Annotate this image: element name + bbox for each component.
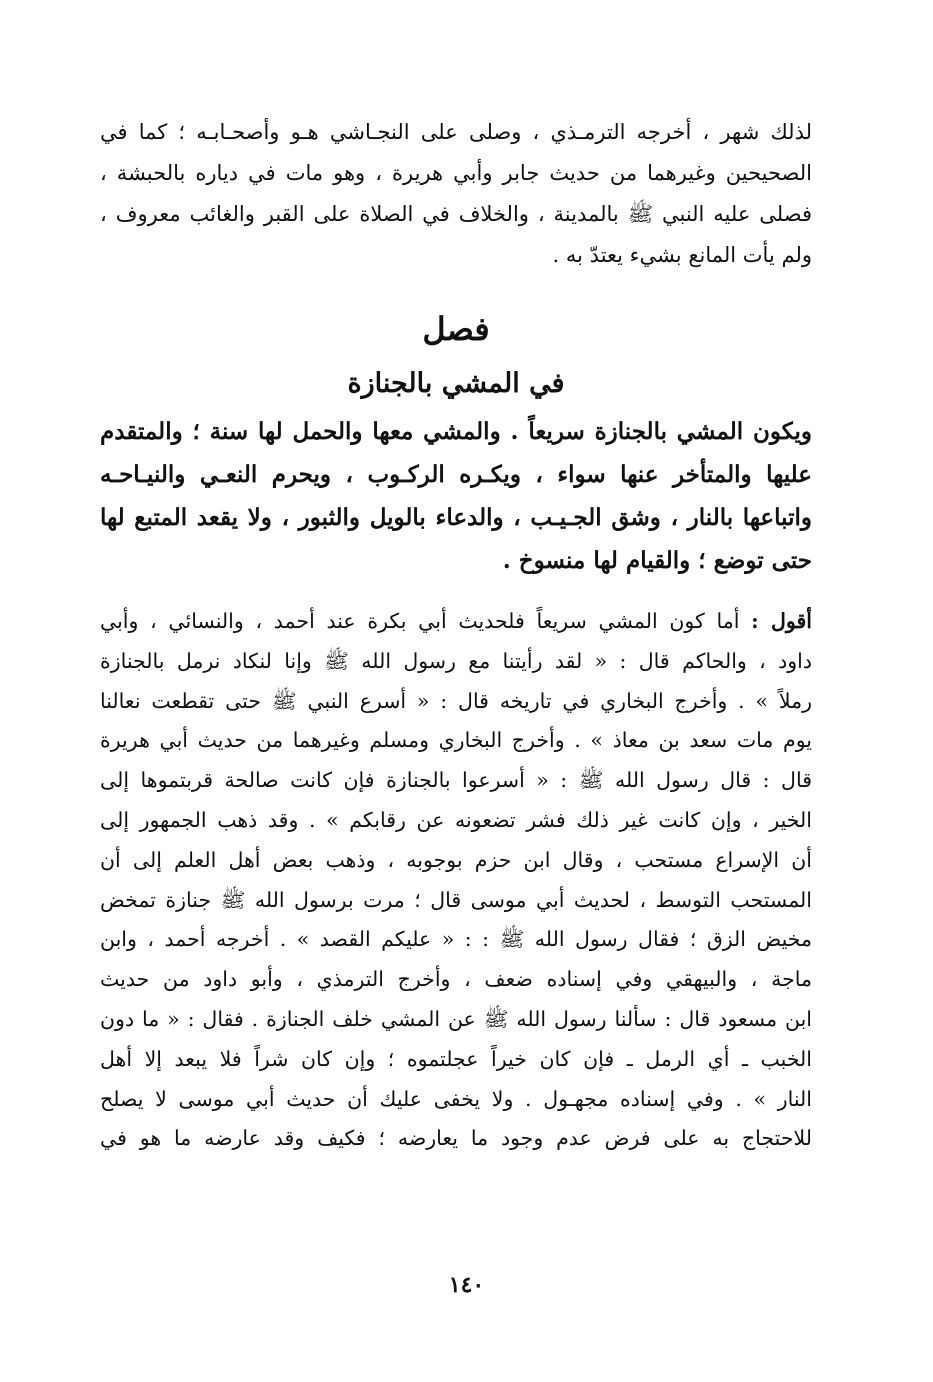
commentary-line: الخير ، وإن كانت غير ذلك فشر تضعونه عن رقابكم » . وقد ذهب الجمهور إلى <box>100 807 812 832</box>
commentary-line: داود ، والحاكم قال : « لقد رأيتنا مع رسول الله ﷺ وإنا لنكاد نرمل بالجنازة <box>100 648 812 673</box>
commentary-line: مخيض الزق ؛ فقال رسول الله ﷺ : : « عليكم القصد » . أخرجه أحمد ، وابن <box>100 927 812 952</box>
page-body <box>100 112 812 1159</box>
intro-line: فصلى عليه النبي ﷺ بالمدينة ، والخلاف في الصلاة على القبر والغائب معروف ، <box>100 202 812 226</box>
intro-line: الصحيحين وغيرهما من حديث جابر وأبي هريرة ، وهو مات في دياره بالحبشة ، <box>100 161 812 185</box>
commentary-line: ابن مسعود قال : سألنا رسول الله ﷺ عن المشي خلف الجنازة . فقال : « ما دون <box>100 1006 812 1031</box>
matn-line: واتباعها بالنار ، وشق الجـيـب ، والدعاء بالويل والثبور ، ولا يقعد المتبع لها <box>100 504 812 531</box>
commentary-line: قال : قال رسول الله ﷺ : « أسرعوا بالجنازة فإن كانت صالحة قربتموها إلى <box>100 768 812 793</box>
commentary-line: رملاً » . وأخرج البخاري في تاريخه قال : « أسرع النبي ﷺ حتى تقطعت نعالنا <box>100 688 812 713</box>
page-number: ١٤٠ <box>448 1272 485 1298</box>
commentary-line: ماجة ، والبيهقي وفي إسناده ضعف ، وأخرج الترمذي ، وأبو داود من حديث <box>100 967 812 992</box>
commentary-paragraph <box>100 602 812 1159</box>
commentary-first-line <box>100 602 812 642</box>
matn-line: حتى توضع ؛ والقيام لها منسوخ . <box>502 547 812 574</box>
matn-line: عليها والمتأخر عنها سواء ، ويكـره الركـوب ، ويحرم النعـي والنيـاحـه <box>100 461 812 488</box>
section-title: فصل <box>422 310 490 348</box>
commentary-first-line-text: أما كون المشي سريعاً فلحديث أبي بكرة عند أحمد ، والنسائي ، وأبي <box>100 609 752 633</box>
section-subtitle: في المشي بالجنازة <box>347 368 565 399</box>
commentary-line: المستحب التوسط ، لحديث أبي موسى قال ؛ مرت برسول الله ﷺ جنازة تمخض <box>100 887 812 912</box>
commentary-line: للاحتجاج به على فرض عدم وجود ما يعارضه ؛ فكيف وقد عارضه ما هو في <box>100 1126 812 1151</box>
commentary-line: الخبب ـ أي الرمل ـ فإن كان خيراً عجلتموه ؛ وإن كان شراً فلا يبعد إلا أهل <box>100 1046 812 1071</box>
commentary-line: يوم مات سعد بن معاذ » . وأخرج البخاري ومسلم وغيرهما من حديث أبي هريرة <box>100 728 812 753</box>
commentary-line: النار » . وفي إسناده مجهـول . ولا يخفى عليك أن حديث أبي موسى لا يصلح <box>100 1086 812 1111</box>
intro-line: لذلك شهر ، أخرجه الترمـذي ، وصلى على النجـاشي هـو وأصحـابـه ؛ كما في <box>100 120 812 144</box>
matn-paragraph <box>100 410 812 582</box>
intro-paragraph <box>100 112 812 276</box>
intro-line: ولم يأت المانع بشيء يعتدّ به . <box>552 243 812 267</box>
commentary-line: أن الإسراع مستحب ، وقال ابن حزم بوجوبه ، وذهب بعض أهل العلم إلى أن <box>100 847 812 872</box>
commentary-lead: أقول : <box>751 609 812 633</box>
matn-line: ويكون المشي بالجنازة سريعاً . والمشي معها والحمل لها سنة ؛ والمتقدم <box>100 418 812 445</box>
